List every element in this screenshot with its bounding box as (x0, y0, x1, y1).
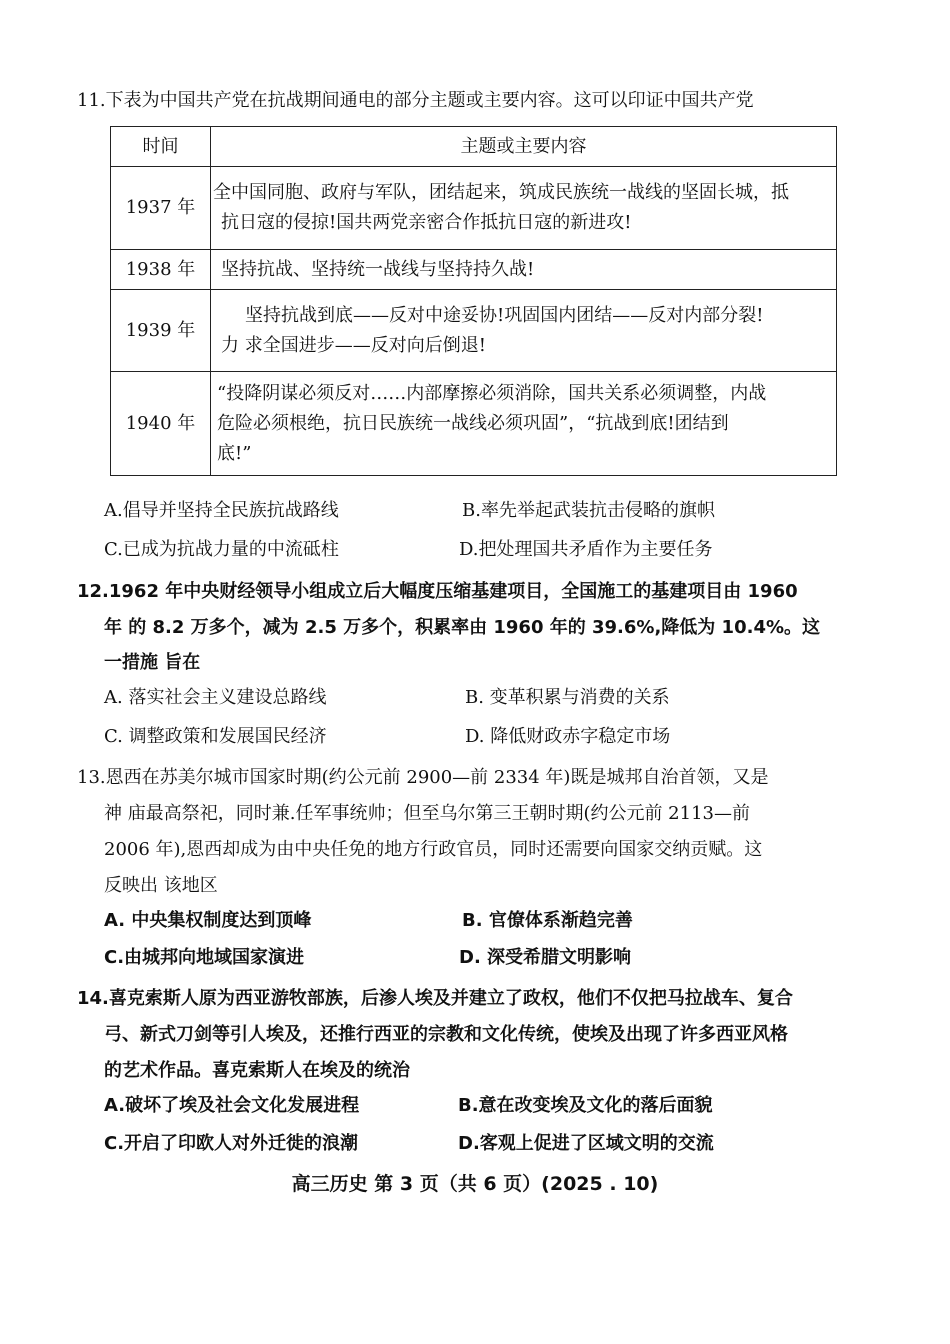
q11-option-c: C.已成为抗战力量的中流砥柱 (104, 539, 339, 560)
table-header-content: 主题或主要内容 (211, 127, 837, 167)
q13-option-a: A. 中央集权制度达到顶峰 (104, 910, 312, 931)
content-line: 危险必须根绝，抗日民族统一战线必须巩固”，“抗战到底!团结到 (217, 412, 729, 434)
table-header-time: 时间 (111, 127, 211, 167)
q12-stem-line: 一措施 旨在 (104, 652, 201, 673)
q12-stem-line: 年 的 8.2 万多个，减为 2.5 万多个，积累率由 1960 年的 39.6%,降低为 10.4%。这 (104, 617, 820, 638)
q13-option-b: B. 官僚体系渐趋完善 (462, 910, 633, 931)
table-cell-content (211, 372, 837, 476)
q14-stem-line: 弓、新式刀剑等引人埃及，还推行西亚的宗教和文化传统，使埃及出现了许多西亚风格 (104, 1024, 788, 1045)
q13-stem-line: 反映出 该地区 (104, 875, 218, 896)
table-cell-year: 1940 年 (111, 372, 211, 476)
q13-option-d: D. 深受希腊文明影响 (459, 947, 632, 968)
q11-table (110, 126, 837, 476)
q11-stem: 11.下表为中国共产党在抗战期间通电的部分主题或主要内容。这可以印证中国共产党 (77, 90, 754, 111)
table-header-row (111, 127, 837, 167)
q14-stem-line: 的艺术作品。喜克索斯人在埃及的统治 (104, 1060, 410, 1081)
q13-stem-line: 神 庙最高祭祀，同时兼.任军事统帅；但至乌尔第三王朝时期(约公元前 2113—前 (104, 803, 750, 824)
content-line: 力 求全国进步——反对向后倒退! (221, 334, 486, 356)
q11-option-a: A.倡导并坚持全民族抗战路线 (104, 500, 339, 521)
q12-option-d: D. 降低财政赤字稳定市场 (465, 726, 671, 747)
q13-stem-line: 13.恩西在苏美尔城市国家时期(约公元前 2900—前 2334 年)既是城邦自治首领，又是 (77, 767, 769, 788)
q14-option-c: C.开启了印欧人对外迁徙的浪潮 (104, 1133, 359, 1154)
q12-option-c: C. 调整政策和发展国民经济 (104, 726, 327, 747)
content-line: 底!” (217, 442, 252, 464)
q14-option-d: D.客观上促进了区域文明的交流 (458, 1133, 714, 1154)
table-row (111, 250, 837, 290)
content-line: 坚持抗战到底——反对中途妥协!巩固国内团结——反对内部分裂! (245, 304, 764, 326)
q13-option-c: C.由城邦向地域国家演进 (104, 947, 305, 968)
table-row (111, 167, 837, 250)
q12-option-b: B. 变革积累与消费的关系 (465, 687, 670, 708)
q11-option-d: D.把处理国共矛盾作为主要任务 (459, 539, 713, 560)
q12-option-a: A. 落实社会主义建设总路线 (104, 687, 327, 708)
table-cell-content (211, 167, 837, 250)
q14-option-b: B.意在改变埃及文化的落后面貌 (458, 1095, 713, 1116)
table-cell-content (211, 290, 837, 372)
content-line: “投降阴谋必须反对……内部摩擦必须消除，国共关系必须调整，内战 (217, 382, 767, 404)
table-row (111, 372, 837, 476)
q13-stem-line: 2006 年),恩西却成为由中央任免的地方行政官员，同时还需要向国家交纳贡赋。这 (104, 839, 763, 860)
table-cell-content (211, 250, 837, 290)
table-cell-year: 1939 年 (111, 290, 211, 372)
table-row (111, 290, 837, 372)
q14-option-a: A.破坏了埃及社会文化发展进程 (104, 1095, 360, 1116)
table-cell-year: 1938 年 (111, 250, 211, 290)
q11-option-b: B.率先举起武装抗击侵略的旗帜 (462, 500, 715, 521)
content-line: 坚持抗战、坚持统一战线与坚持持久战! (221, 258, 535, 280)
page-footer: 高三历史 第 3 页（共 6 页）(2025 . 10) (291, 1173, 659, 1195)
content-line: 全中国同胞、政府与军队，团结起来，筑成民族统一战线的坚固长城，抵 (213, 182, 789, 203)
q14-stem-line: 14.喜克索斯人原为西亚游牧部族，后渗人埃及并建立了政权，他们不仅把马拉战车、复合 (77, 988, 793, 1009)
content-line: 抗日寇的侵掠!国共两党亲密合作抵抗日寇的新进攻! (221, 212, 632, 233)
q12-stem-line: 12.1962 年中央财经领导小组成立后大幅度压缩基建项目，全国施工的基建项目由 1960 (77, 581, 798, 602)
table-cell-year: 1937 年 (111, 167, 211, 250)
